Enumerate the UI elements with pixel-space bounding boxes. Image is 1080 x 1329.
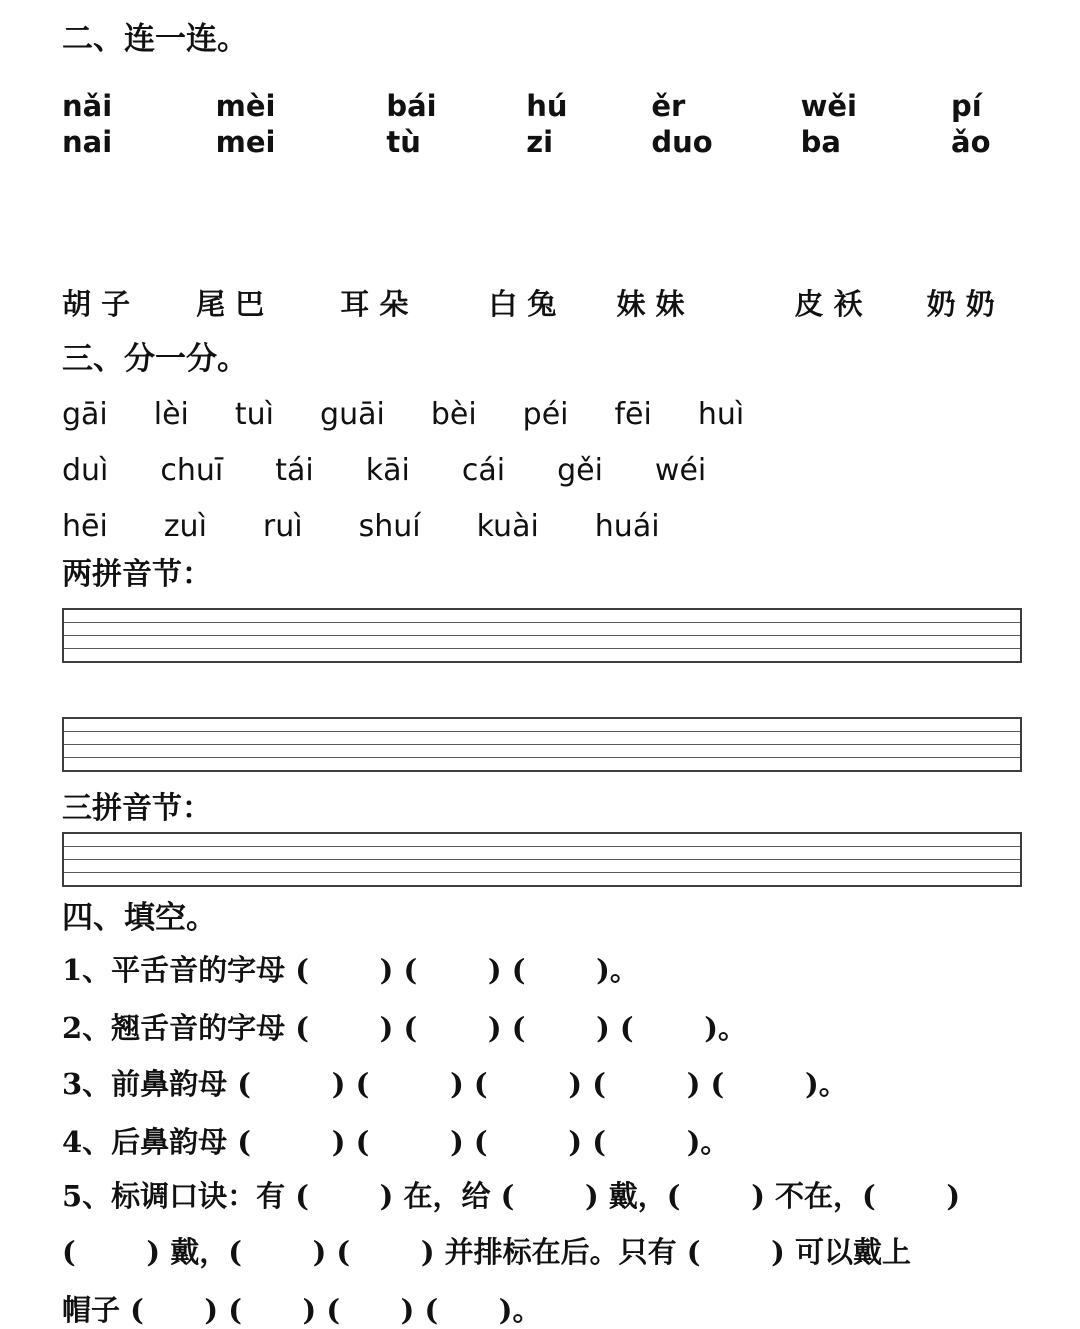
match-pinyin-row [62,88,1022,160]
syllable: lèi [153,397,189,432]
syllable: fēi [614,397,652,432]
syllable: huái [594,509,660,544]
syllable-row-1 [62,396,1022,434]
syllable: tuì [234,397,275,432]
match-hanzi-word: 尾 巴 [196,287,265,321]
match-hanzi-word: 白 兔 [488,287,557,321]
grid-line [64,635,1020,648]
three-syllable-label: 三拼音节： [62,791,212,826]
grid-line [64,731,1020,744]
section-sort-heading: 三、分一分。 [62,341,248,377]
grid-line [64,846,1020,859]
syllable: cái [461,453,506,488]
syllable: hēi [62,509,108,544]
syllable: gěi [557,453,603,488]
grid-line [64,757,1020,770]
fill-question-5-line-2: ( ) 戴，( ) ( ) 并排标在后。只有 ( ) 可以戴上 [62,1235,911,1269]
grid-line [64,744,1020,757]
syllable: guāi [320,397,385,432]
match-pinyin-word: bái tù [386,89,437,159]
syllable: kāi [365,453,410,488]
match-hanzi-word: 皮 袄 [794,287,863,321]
match-pinyin-word: mèi mei [215,89,276,159]
syllable: péi [522,397,569,432]
match-hanzi-row [62,286,1022,322]
grid-line [64,648,1020,661]
fill-question-3: 3、前鼻韵母 ( ) ( ) ( ) ( ) ( )。 [62,1067,848,1101]
match-pinyin-word: ěr duo [651,89,713,159]
syllable: chuī [160,453,224,488]
grid-line [64,719,1020,731]
grid-line [64,859,1020,872]
match-hanzi-word: 耳 朵 [340,287,409,321]
syllable-row-2 [62,452,1022,490]
fill-question-5-line-3: 帽子 ( ) ( ) ( ) ( )。 [62,1293,542,1327]
grid-line [64,872,1020,885]
answer-grid-three-syllable[interactable] [62,832,1022,887]
grid-line [64,622,1020,635]
syllable-row-3 [62,508,1022,546]
match-pinyin-word: wěi ba [800,89,857,159]
match-hanzi-word: 奶 奶 [926,287,995,321]
syllable: ruì [262,509,303,544]
syllable: kuài [476,509,539,544]
fill-question-4: 4、后鼻韵母 ( ) ( ) ( ) ( )。 [62,1125,730,1159]
answer-grid-two-syllable-2[interactable] [62,717,1022,772]
syllable: gāi [62,397,108,432]
fill-question-2: 2、翘舌音的字母 ( ) ( ) ( ) ( )。 [62,1011,748,1045]
syllable: zuì [163,509,207,544]
fill-question-5-line-1: 5、标调口诀：有 ( ) 在，给 ( ) 戴，( ) 不在，( ) [62,1179,961,1213]
section-fill-heading: 四、填空。 [62,900,217,936]
match-pinyin-word: hú zi [526,89,568,159]
syllable: duì [62,453,109,488]
match-pinyin-word: nǎi nai [62,89,113,159]
syllable: tái [275,453,314,488]
syllable: shuí [358,509,421,544]
section-match-heading: 二、连一连。 [62,21,248,57]
match-hanzi-word: 胡 子 [62,287,131,321]
two-syllable-label: 两拼音节： [62,557,212,592]
syllable: huì [697,397,745,432]
answer-grid-two-syllable-1[interactable] [62,608,1022,663]
syllable: bèi [430,397,477,432]
syllable: wéi [654,453,707,488]
fill-question-1: 1、平舌音的字母 ( ) ( ) ( )。 [62,953,639,987]
match-hanzi-word: 妹 妹 [616,287,685,321]
match-pinyin-word: pí ǎo [951,89,991,159]
grid-line [64,610,1020,622]
grid-line [64,834,1020,846]
